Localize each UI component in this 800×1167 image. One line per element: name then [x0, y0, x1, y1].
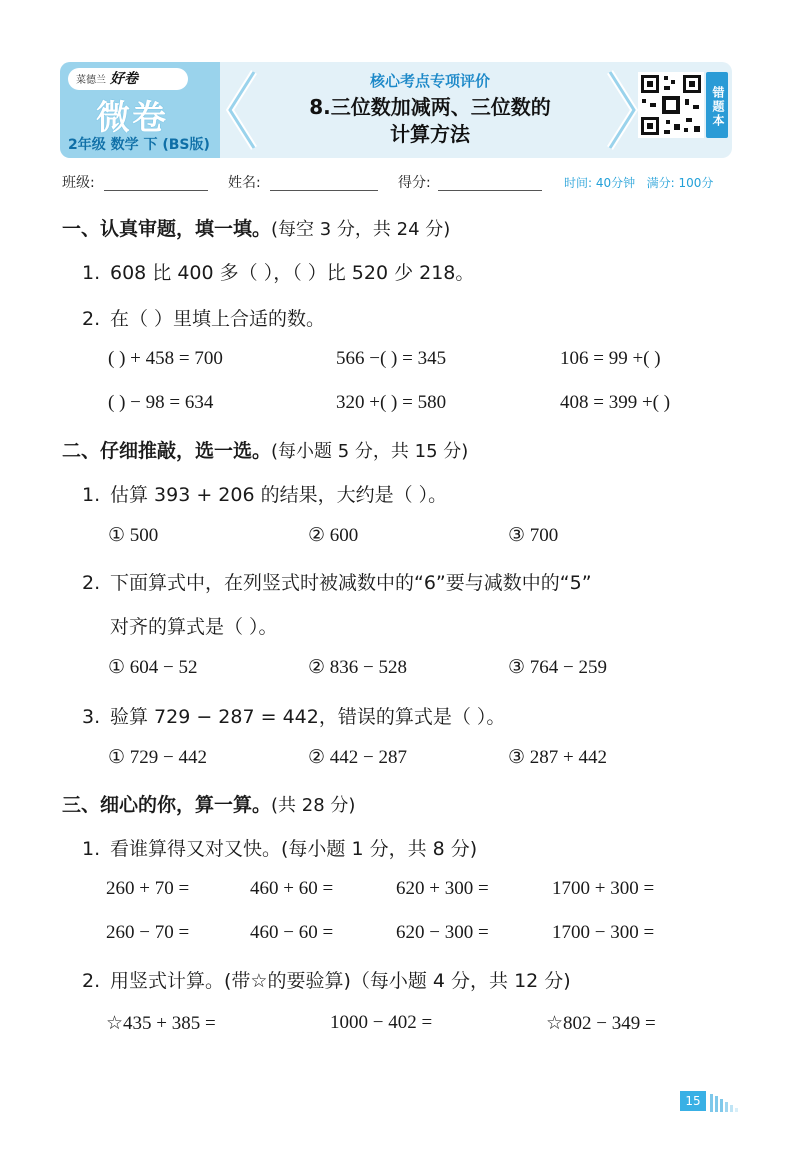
vertical-calc-item[interactable]: 1000 − 402 = — [330, 1012, 433, 1033]
option-2[interactable]: ② 836 − 528 — [308, 657, 407, 678]
section1-title: 一、认真审题，填一填。(每空 3 分，共 24 分) — [62, 218, 451, 240]
brand-title: 微卷 — [96, 98, 168, 138]
chevron-right-icon — [604, 68, 640, 152]
section2-title: 二、仔细推敲，选一选。(每小题 5 分，共 15 分) — [62, 440, 469, 462]
score-label: 得分: — [398, 175, 431, 191]
calc-item[interactable]: 260 − 70 = — [106, 922, 190, 943]
equation-blank[interactable]: 106 = 99 +( ) — [560, 348, 661, 369]
brand-logo: 菜德兰 好卷 — [68, 68, 188, 90]
page-title: 8.三位数加减两、三位数的 计算方法 — [309, 95, 551, 146]
option-3[interactable]: ③ 287 + 442 — [508, 747, 607, 768]
option-2[interactable]: ② 600 — [308, 525, 359, 546]
qr-code-icon[interactable] — [638, 72, 704, 138]
class-label: 班级: — [62, 175, 95, 191]
option-1[interactable]: ① 729 − 442 — [108, 747, 207, 768]
vertical-calc-item[interactable]: ☆435 + 385 = — [106, 1013, 216, 1034]
calc-item[interactable]: 1700 − 300 = — [552, 922, 655, 943]
equation-blank[interactable]: 566 −( ) = 345 — [336, 348, 447, 369]
s2-question-1: 1. 估算 393 + 206 的结果，大约是（ ）。 — [82, 484, 448, 506]
section3-title: 三、细心的你，算一算。(共 28 分) — [62, 794, 356, 816]
s3-question-1: 1. 看谁算得又对又快。(每小题 1 分，共 8 分) — [82, 838, 478, 860]
calc-item[interactable]: 460 − 60 = — [250, 922, 334, 943]
header-banner — [60, 62, 732, 158]
equation-blank[interactable]: ( ) − 98 = 634 — [108, 392, 214, 413]
mistake-book-tab[interactable]: 错题本 — [706, 72, 728, 138]
s3-question-2: 2. 用竖式计算。(带☆的要验算)（每小题 4 分，共 12 分) — [82, 970, 571, 992]
page-decoration-bars — [710, 1092, 740, 1112]
banner-subtitle: 核心考点专项评价 — [369, 72, 490, 90]
equation-blank[interactable]: ( ) + 458 = 700 — [108, 348, 223, 369]
equation-blank[interactable]: 320 +( ) = 580 — [336, 392, 447, 413]
s1-question-1: 1. 608 比 400 多（ ），（ ）比 520 少 218。 — [82, 262, 475, 284]
brand-box — [60, 62, 220, 158]
s2-question-2: 2. 下面算式中，在列竖式时被减数中的“6”要与减数中的“5” — [82, 572, 592, 594]
time-and-score-info: 时间: 40分钟 满分: 100分 — [564, 176, 714, 190]
calc-item[interactable]: 620 + 300 = — [396, 878, 489, 899]
class-field[interactable] — [104, 190, 208, 191]
calc-item[interactable]: 1700 + 300 = — [552, 878, 655, 899]
option-3[interactable]: ③ 764 − 259 — [508, 657, 607, 678]
page-number: 15 — [680, 1091, 706, 1111]
calc-item[interactable]: 260 + 70 = — [106, 878, 190, 899]
calc-item[interactable]: 460 + 60 = — [250, 878, 334, 899]
name-label: 姓名: — [228, 175, 261, 191]
s1-question-2: 2. 在（ ）里填上合适的数。 — [82, 308, 326, 330]
s2-question-2-cont: 对齐的算式是（ ）。 — [110, 616, 278, 638]
equation-blank[interactable]: 408 = 399 +( ) — [560, 392, 671, 413]
calc-item[interactable]: 620 − 300 = — [396, 922, 489, 943]
name-field[interactable] — [270, 190, 378, 191]
grade-label: 2年级 数学 下 (BS版) — [68, 137, 210, 153]
score-field[interactable] — [438, 190, 542, 191]
chevron-left-icon — [224, 68, 260, 152]
option-1[interactable]: ① 604 − 52 — [108, 657, 198, 678]
option-2[interactable]: ② 442 − 287 — [308, 747, 407, 768]
vertical-calc-item[interactable]: ☆802 − 349 = — [546, 1013, 656, 1034]
option-3[interactable]: ③ 700 — [508, 525, 559, 546]
s2-question-3: 3. 验算 729 − 287 = 442，错误的算式是（ ）。 — [82, 706, 506, 728]
option-1[interactable]: ① 500 — [108, 525, 159, 546]
